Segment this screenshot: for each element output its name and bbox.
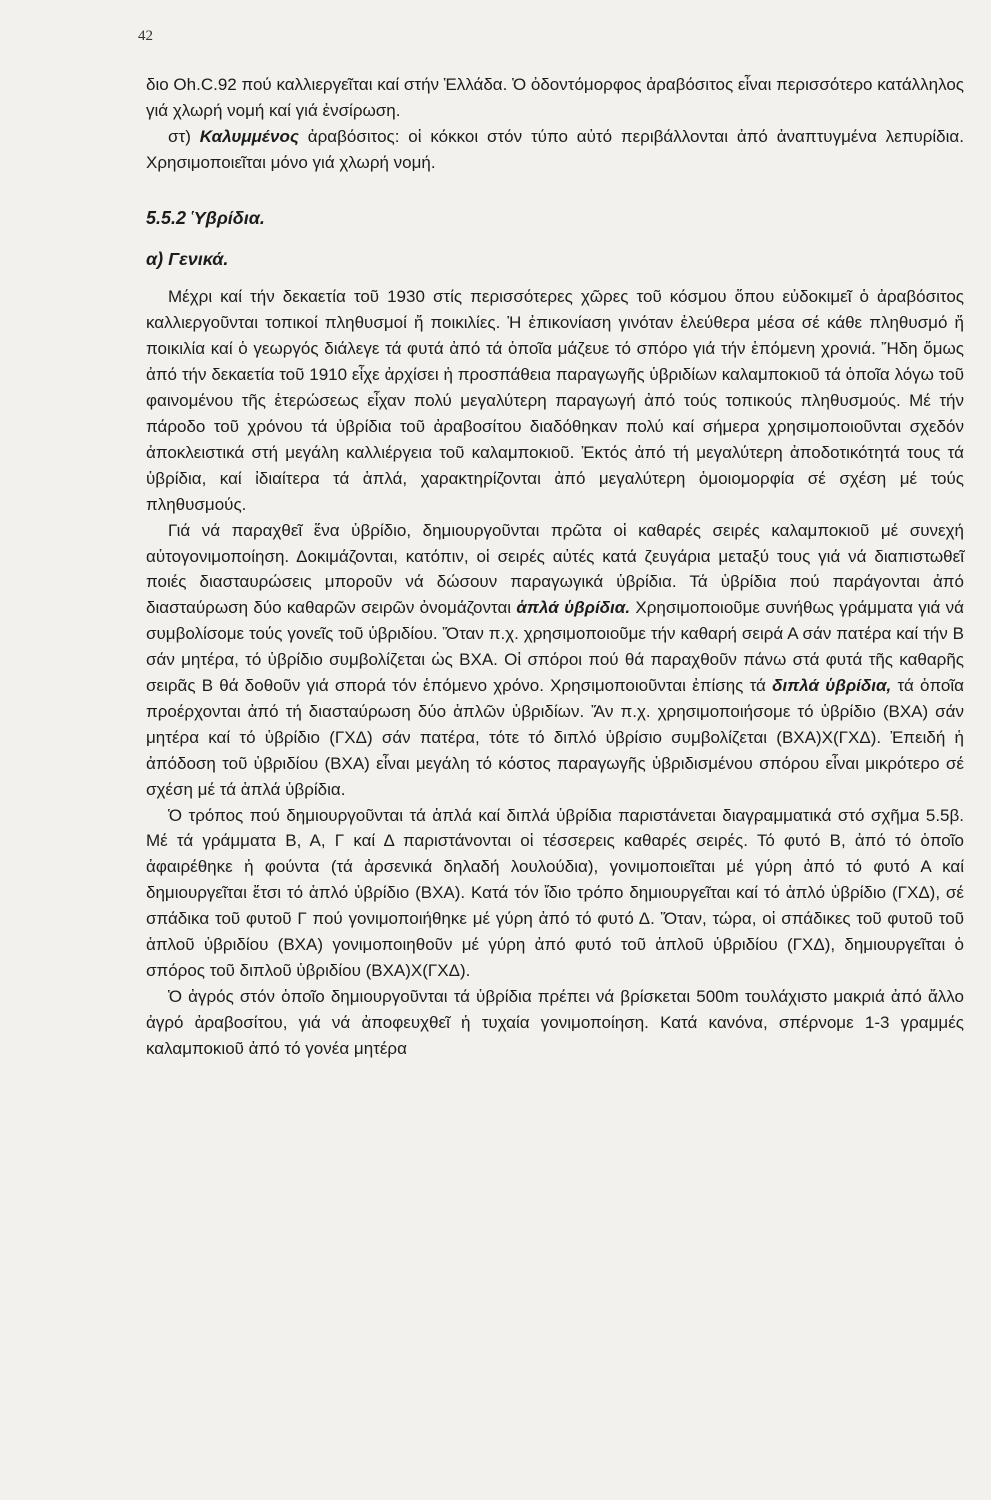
text-segment: Γιά νά παραχθεῖ ἕνα ὑβρίδιο, δημιουργοῦνται πρῶτα οἱ καθαρές σειρές καλαμποκιοῦ μέ συνεχή αὐτογονιμοποίηση. Δοκιμάζονται, κατόπιν, οἱ σειρές αὐτές κατά ζευγάρια μεταξύ τους γιά νά διαπιστωθεῖ ποιές διασταυρώσεις μποροῦν νά δώσουν παραγωγικά ὑβρίδια. Τά ὑβρίδια πού παράγονται ἀπό διασταύρωση δύο καθαρῶν σειρῶν ὀνομάζονται [146,520,964,618]
text-segment: τά ὁποῖα προέρχονται ἀπό τή διασταύρωση δύο ἁπλῶν ὑβριδίων. Ἄν π.χ. χρησιμοποιήσομε τό ὑβρίδιο (ΒΧΑ) σάν μητέρα καί τό ὑβρίδιο (ΓΧΔ) σάν πατέρα, τότε τό διπλό ὑβρίσιο συμβολίζεται (ΒΧΑ)Χ(ΓΧΔ). Ἐπειδή ἡ ἀπόδοση τοῦ ὑβριδίου (ΒΧΑ) εἶναι μεγάλη τό κόστος παραγωγῆς ὑβριδισμένου σπόρου εἶναι μικρότερο σέ σχέση μέ τά ἁπλά ὑβρίδια. [146,676,964,799]
term-covered: Καλυμμένος [199,126,299,146]
subsection-heading: α) Γενικά. [146,248,229,269]
text-segment: Χρησιμοποιοῦμε συνήθως γράμματα γιά νά συμβολίσομε τούς γονεῖς τοῦ ὑβριδίου. Ὅταν π.χ. χρησιμοποιοῦμε τήν καθαρή σειρά Α σάν πατέρα καί τήν Β σάν μητέρα, τό ὑβρίδιο συμβολίζεται ὡς ΒΧΑ. Οἱ σπόροι πού θά παραχθοῦν πάνω στά φυτά τῆς καθαρῆς σειρᾶς Β θά δοθοῦν γιά σπορά τόν ἑπόμενο χρόνο. Χρησιμοποιοῦνται ἐπίσης τά [146,598,964,696]
section-heading: 5.5.2 Ὑβρίδια. [146,207,265,228]
page-body [146,72,964,1062]
covered-description: ἀραβόσιτος: οἱ κόκκοι στόν τύπο αὐτό περιβάλλονται ἀπό ἀναπτυγμένα λεπυρίδια. Χρησιμοποιεῖται μόνο γιά χλωρή νομή. [146,126,964,172]
list-marker: στ) [168,126,191,146]
paragraph-hybrid-production [146,518,964,803]
paragraph-diagram-description: Ὁ τρόπος πού δημιουργοῦνται τά ἁπλά καί διπλά ὑβρίδια παριστάνεται διαγραμματικά στό σχῆμα 5.5β. Μέ τά γράμματα Β, Α, Γ καί Δ παριστάνονται οἱ τέσσερεις καθαρές σειρές. Τό φυτό Β, ἀπό τό ὁποῖο ἀφαιρέθηκε ἡ φούντα (τά ἀρσενικά δηλαδή λουλούδια), γονιμοποιεῖται μέ γύρη ἀπό τό φυτό Α καί δημιουργεῖται ἔτσι τό ἁπλό ὑβρίδιο (ΒΧΑ). Κατά τόν ἴδιο τρόπο δημιουργεῖται καί τό ἁπλό ὑβρίδιο (ΓΧΔ), σέ σπάδικα τοῦ φυτοῦ Γ πού γονιμοποιήθηκε μέ γύρη ἀπό τό φυτό Δ. Ὅταν, τώρα, οἱ σπάδικες τοῦ φυτοῦ τοῦ ἁπλοῦ ὑβριδίου (ΒΧΑ) γονιμοποιηθοῦν μέ γύρη ἀπό φυτό τοῦ ἁπλοῦ ὑβριδίου (ΓΧΔ), δημιουργεῖται ὁ σπόρος τοῦ διπλοῦ ὑβριδίου (ΒΧΑ)Χ(ΓΧΔ). [146,805,964,980]
term-double-hybrids: διπλά ὑβρίδια, [772,676,892,696]
paragraph-covered-maize [146,124,964,176]
page-number: 42 [138,28,153,44]
paragraph-field-isolation: Ὁ ἀγρός στόν ὁποῖο δημιουργοῦνται τά ὑβρίδια πρέπει νά βρίσκεται 500m τουλάχιστο μακριά ἀπό ἄλλο ἀγρό ἀραβοσίτου, γιά νά ἀποφευχθεῖ ἡ τυχαία γονιμοποίηση. Κατά κανόνα, σπέρνομε 1-3 γραμμές καλαμποκιοῦ ἀπό τό γονέα μητέρα [146,986,964,1058]
term-simple-hybrids: ἁπλά ὑβρίδια. [516,598,631,618]
paragraph-history: Μέχρι καί τήν δεκαετία τοῦ 1930 στίς περισσότερες χῶρες τοῦ κόσμου ὅπου εὐδοκιμεῖ ὁ ἀραβόσιτος καλλιεργοῦνται τοπικοί πληθυσμοί ἤ ποικιλίες. Ἡ ἐπικονίαση γινόταν ἐλεύθερα μέσα σέ κάθε πληθυσμό ἤ ποικιλία καί ὁ γεωργός διάλεγε τά φυτά ἀπό τά ὁποῖα μάζευε τό σπόρο γιά τήν ἑπόμενη χρονιά. Ἤδη ὅμως ἀπό τήν δεκαετία τοῦ 1910 εἶχε ἀρχίσει ἡ προσπάθεια παραγωγῆς ὑβριδίων καλαμποκιοῦ τά ὁποῖα λόγω τοῦ φαινομένου τῆς ἑτερώσεως εἶχαν πολύ μεγαλύτερη παραγωγή ἀπό τούς τοπικούς πληθυσμούς. Μέ τήν πάροδο τοῦ χρόνου τά ὑβρίδια τοῦ ἀραβοσίτου διαδόθηκαν πολύ καί σήμερα χρησιμοποιοῦνται σχεδόν ἀποκλειστικά στή μεγάλη καλλιέργεια τοῦ καλαμποκιοῦ. Ἐκτός ἀπό τή μεγαλύτερη ἀποδοτικότητά τους τά ὑβρίδια, καί ἰδιαίτερα τά ἁπλά, χαρακτηρίζονται ἀπό μεγαλύτερη ὁμοιομορφία σέ σχέση μέ τούς πληθυσμούς. [146,287,964,514]
paragraph-intro: διο Oh.C.92 πού καλλιεργεῖται καί στήν Ἑλλάδα. Ὁ ὀδοντόμορφος ἀραβόσιτος εἶναι περισσότερο κατάλληλος γιά χλωρή νομή καί γιά ἐνσίρωση. [146,75,964,120]
